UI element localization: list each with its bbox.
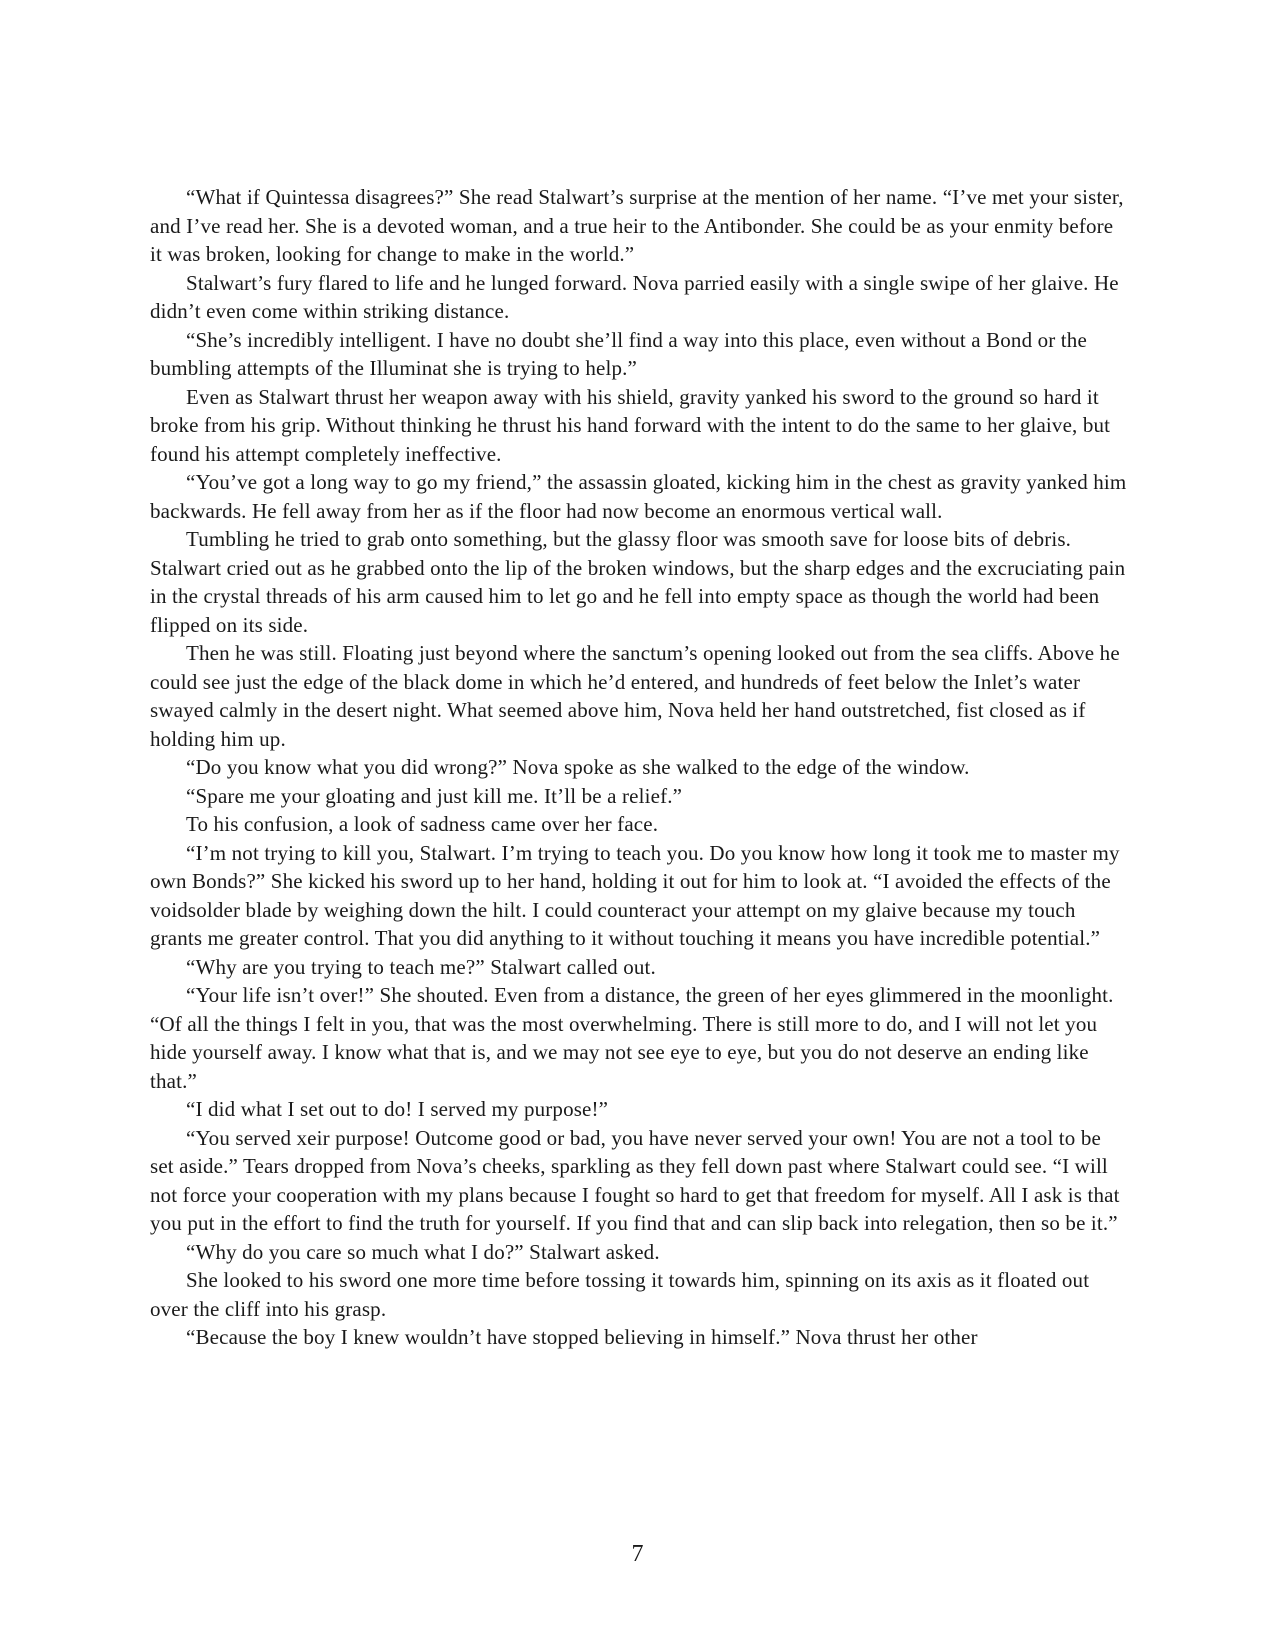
paragraph: “I’m not trying to kill you, Stalwart. I’m trying to teach you. Do you know how long it took me to master my own Bonds?” She kicked his sword up to her hand, holding it out for him to look at. “I avoided the effects of the voidsolder blade by weighing down the hilt. I could counteract your attempt on my glaive because my touch grants me greater control. That you did anything to it without touching it means you have incredible potential.” [150, 840, 1120, 950]
paragraph: “She’s incredibly intelligent. I have no doubt she’ll find a way into this place, even without a Bond or the bumbling attempts of the Illuminat she is trying to help.” [150, 327, 1087, 380]
paragraph: “Spare me your gloating and just kill me. It’ll be a relief.” [186, 783, 683, 808]
paragraph: Even as Stalwart thrust her weapon away with his shield, gravity yanked his sword to the ground so hard it broke from his grip. Without thinking he thrust his hand forward with the intent to do the same to her glaive, but found his attempt completely ineffective. [150, 384, 1111, 466]
page-number: 7 [631, 1541, 644, 1567]
paragraph: “You served xeir purpose! Outcome good or bad, you have never served your own! You are not a tool to be set aside.” Tears dropped from Nova’s cheeks, sparkling as they fell down past where Stalwart could see. “I will not force your cooperation with my plans because I fought so hard to get that freedom for myself. All I ask is that you put in the effort to find the truth for yourself. If you find that and can slip back into relegation, then so be it.” [150, 1125, 1120, 1235]
paragraph: She looked to his sword one more time before tossing it towards him, spinning on its axis as it floated out over the cliff into his grasp. [150, 1268, 1090, 1321]
paragraph: Stalwart’s fury flared to life and he lunged forward. Nova parried easily with a single swipe of her glaive. He didn’t even come within striking distance. [150, 270, 1119, 323]
paragraph: “You’ve got a long way to go my friend,” the assassin gloated, kicking him in the chest as gravity yanked him backwards. He fell away from her as if the floor had now become an enormous vertical wall. [150, 470, 1127, 523]
paragraph: Tumbling he tried to grab onto something, but the glassy floor was smooth save for loose bits of debris. Stalwart cried out as he grabbed onto the lip of the broken windows, but the sharp edges and the excruciating pain in the crystal threads of his arm caused him to let go and he fell into empty space as though the world had been flipped on its side. [150, 527, 1126, 637]
paragraph: “Your life isn’t over!” She shouted. Even from a distance, the green of her eyes glimmered in the moonlight. “Of all the things I felt in you, that was the most overwhelming. There is still more to do, and I will not let you hide yourself away. I know what that is, and we may not see eye to eye, but you do not deserve an ending like that.” [150, 983, 1114, 1093]
paragraph: “Why are you trying to teach me?” Stalwart called out. [186, 954, 656, 979]
paragraph: “Because the boy I knew wouldn’t have stopped believing in himself.” Nova thrust her other [186, 1325, 978, 1349]
paragraph: To his confusion, a look of sadness came over her face. [186, 812, 659, 836]
paragraph: “I did what I set out to do! I served my purpose!” [186, 1097, 609, 1121]
body-text [150, 183, 1130, 1352]
paragraph: “Why do you care so much what I do?” Stalwart asked. [186, 1239, 660, 1264]
paragraph: “Do you know what you did wrong?” Nova spoke as she walked to the edge of the window. [186, 755, 970, 779]
paragraph: “What if Quintessa disagrees?” She read Stalwart’s surprise at the mention of her name. “I’ve met your sister, and I’ve read her. She is a devoted woman, and a true heir to the Antibonder. She could be as your enmity before it was broken, looking for change to make in the world.” [150, 185, 1124, 266]
paragraph: Then he was still. Floating just beyond where the sanctum’s opening looked out from the sea cliffs. Above he could see just the edge of the black dome in which he’d entered, and hundreds of feet below the Inlet’s water swayed calmly in the desert night. What seemed above him, Nova held her hand outstretched, fist closed as if holding him up. [150, 641, 1120, 751]
